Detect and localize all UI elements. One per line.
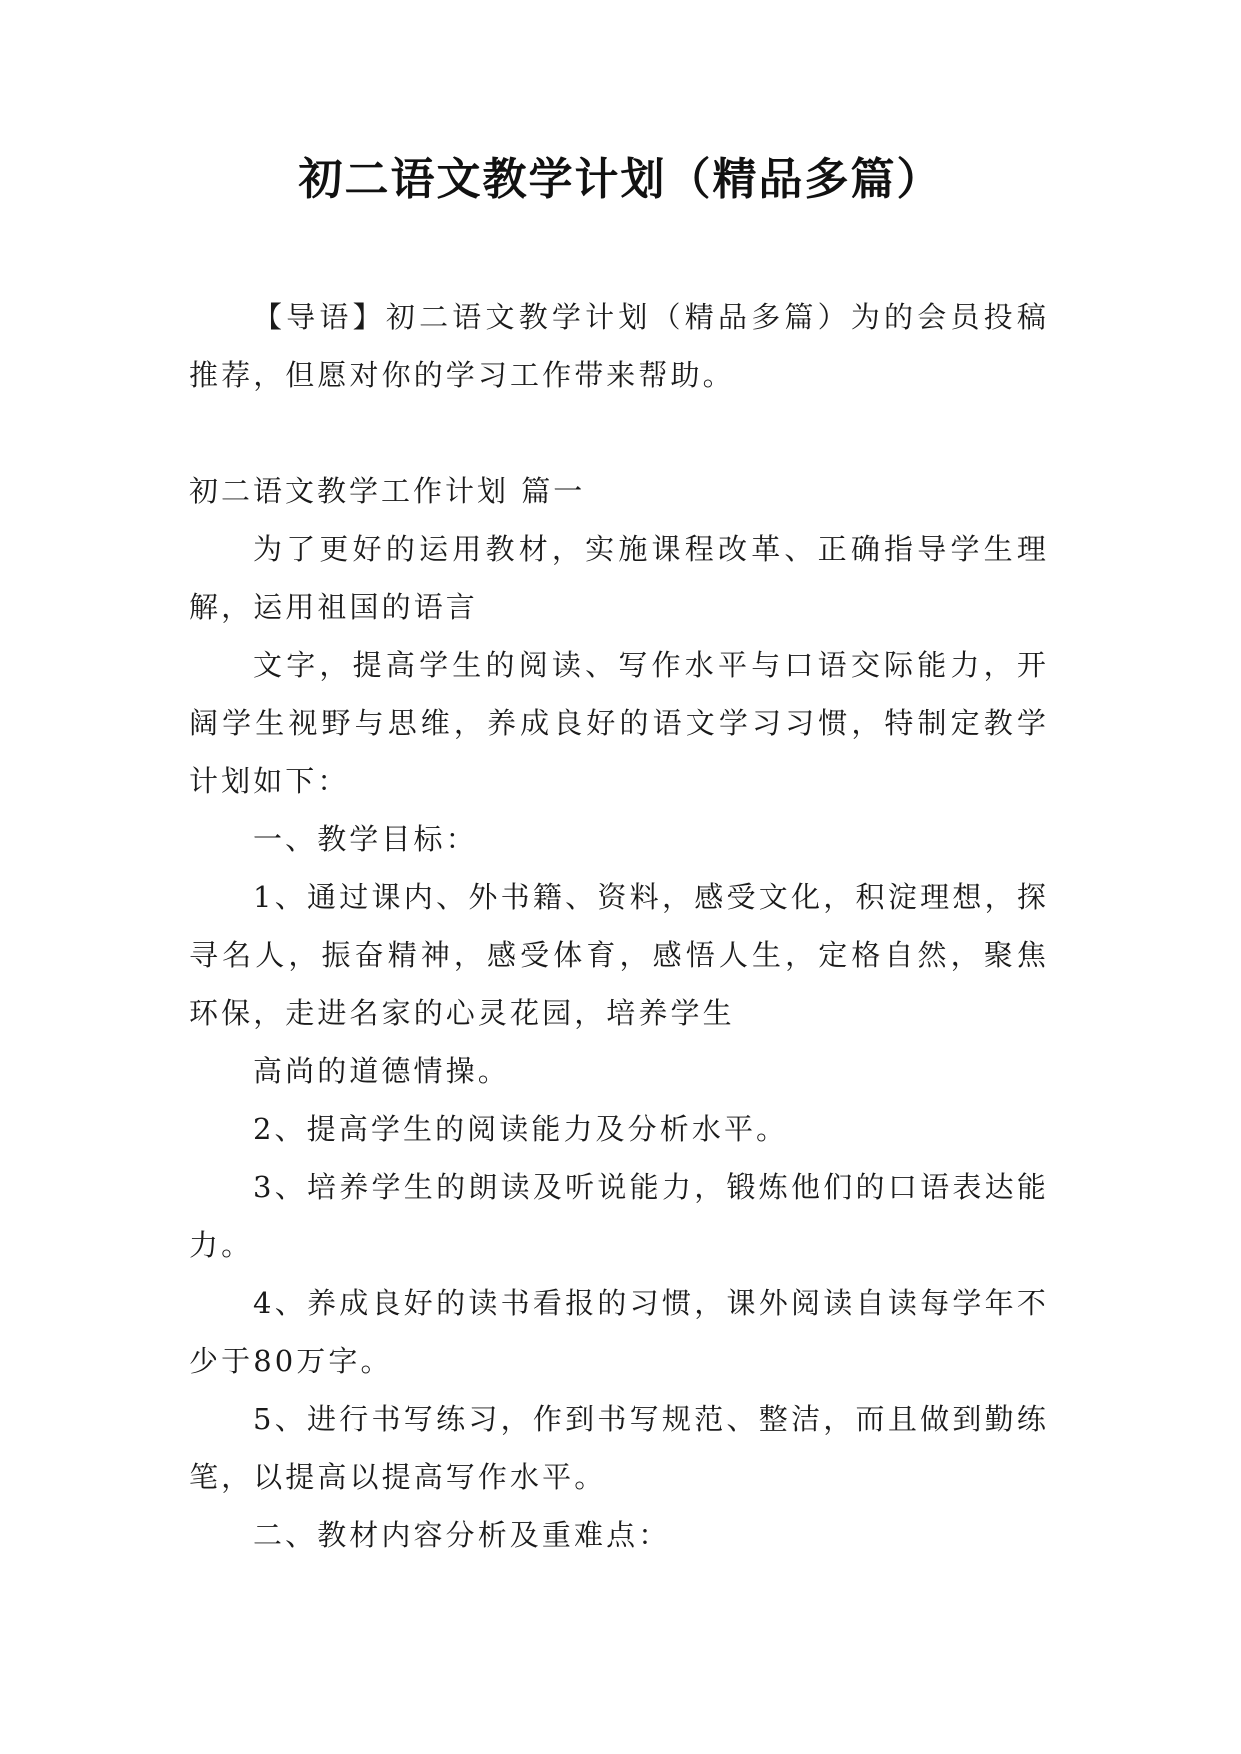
objective-3: 3、培养学生的朗读及听说能力，锻炼他们的口语表达能力。	[189, 1170, 1049, 1262]
document-body	[189, 288, 1049, 1564]
objective-5: 5、进行书写练习，作到书写规范、整洁，而且做到勤练笔，以提高以提高写作水平。	[189, 1402, 1049, 1494]
paragraph-1: 为了更好的运用教材，实施课程改革、正确指导学生理解，运用祖国的语言	[189, 532, 1049, 624]
intro-paragraph: 【导语】初二语文教学计划（精品多篇）为的会员投稿推荐，但愿对你的学习工作带来帮助。	[189, 300, 1049, 392]
paragraph-2: 文字，提高学生的阅读、写作水平与口语交际能力，开阔学生视野与思维，养成良好的语文学习习惯，特制定教学计划如下：	[189, 648, 1049, 798]
subheading-objectives: 一、教学目标：	[253, 822, 478, 856]
section-heading: 初二语文教学工作计划 篇一	[189, 474, 586, 508]
subheading-content-analysis: 二、教材内容分析及重难点：	[253, 1518, 671, 1552]
objective-2: 2、提高学生的阅读能力及分析水平。	[253, 1112, 789, 1146]
paragraph-gap	[189, 404, 1049, 462]
objective-1: 1、通过课内、外书籍、资料，感受文化，积淀理想，探寻名人，振奋精神，感受体育，感悟人生，定格自然，聚焦环保，走进名家的心灵花园，培养学生	[189, 880, 1049, 1030]
document-title: 初二语文教学计划（精品多篇）	[298, 154, 943, 205]
objective-4: 4、养成良好的读书看报的习惯，课外阅读自读每学年不少于80万字。	[189, 1286, 1049, 1378]
objective-1-continued: 高尚的道德情操。	[253, 1054, 510, 1088]
